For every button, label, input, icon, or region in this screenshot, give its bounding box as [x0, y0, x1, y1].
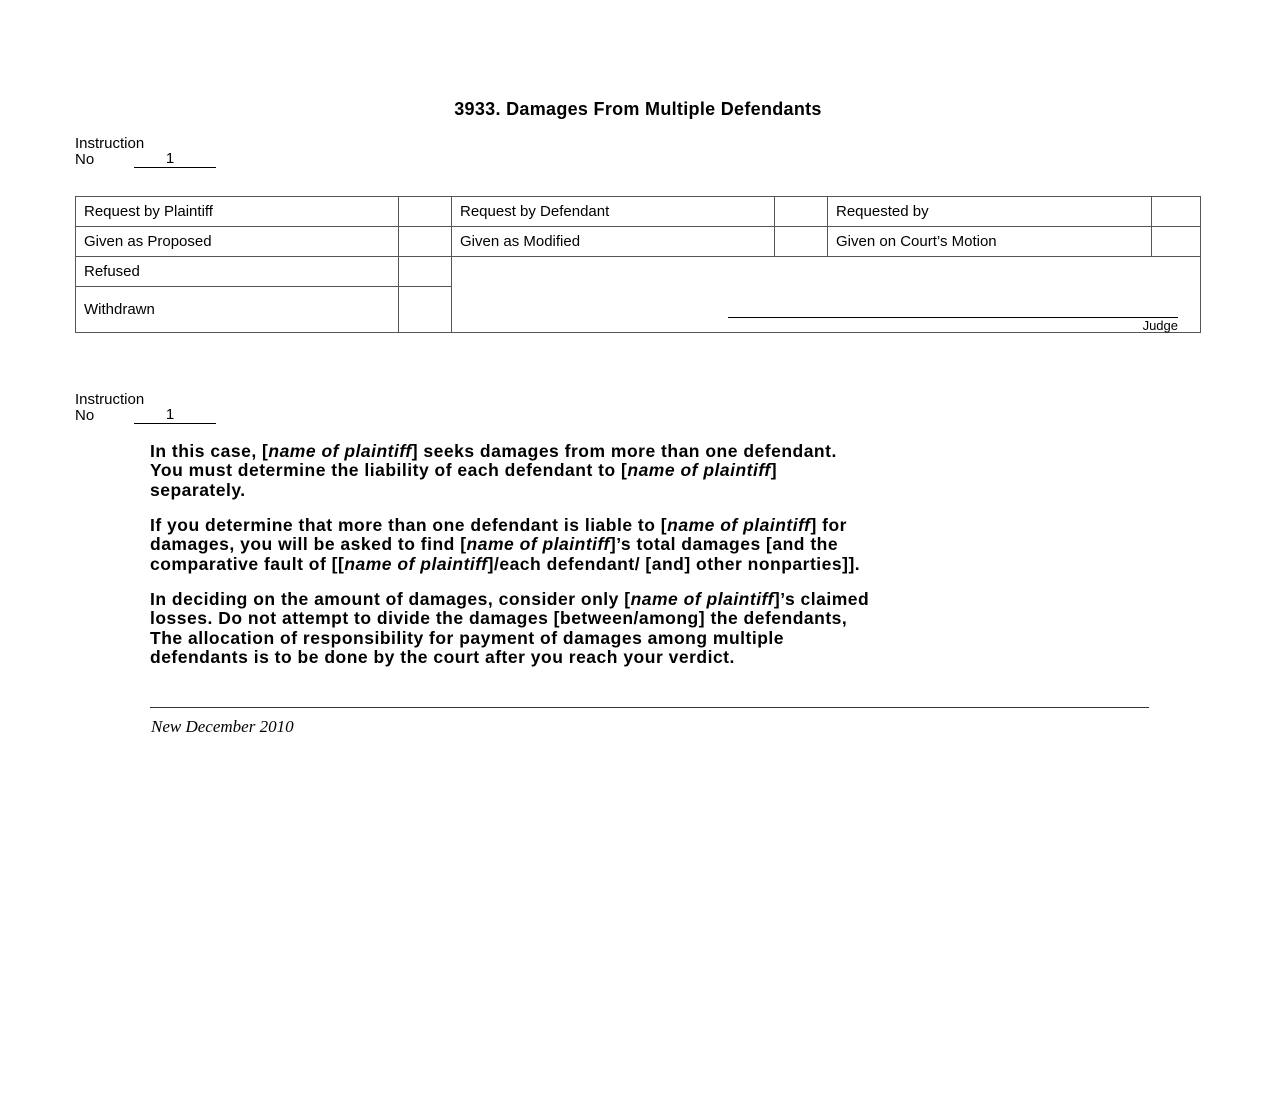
revision-note: New December 2010 — [151, 717, 294, 736]
instruction-no-label: No — [75, 151, 95, 168]
request-by-defendant-label: Request by Defendant — [452, 197, 775, 227]
footer-divider — [150, 707, 1149, 708]
request-by-defendant-checkbox[interactable] — [775, 197, 828, 227]
requested-by-checkbox[interactable] — [1152, 197, 1201, 227]
given-as-proposed-checkbox[interactable] — [399, 227, 452, 257]
judge-signature-line[interactable] — [728, 317, 1178, 318]
judge-label: Judge — [1142, 318, 1178, 333]
instruction-paragraph: If you determine that more than one defendant is liable to [name of plaintiff] for damages, you will be asked to find [name of plaintiff]’s total damages [and the comparative fault of [[name of plaintiff]/each defendant/ [and] other nonparties]]. — [150, 515, 861, 574]
instruction-label: Instruction — [75, 391, 145, 408]
refused-label: Refused — [76, 257, 399, 287]
withdrawn-label: Withdrawn — [76, 287, 399, 333]
instruction-status-table — [75, 196, 1201, 333]
instruction-label: Instruction — [75, 135, 145, 152]
page-title: 3933. Damages From Multiple Defendants — [454, 99, 822, 119]
instruction-paragraph: In this case, [name of plaintiff] seeks damages from more than one defendant. You must determine the liability of each defendant to [name of plaintiff] separately. — [150, 441, 837, 500]
given-as-modified-label: Given as Modified — [452, 227, 775, 257]
withdrawn-checkbox[interactable] — [399, 287, 452, 333]
instruction-no-field[interactable]: 1 — [134, 152, 216, 168]
instruction-number-block — [75, 392, 216, 424]
instruction-paragraph: In deciding on the amount of damages, consider only [name of plaintiff]’s claimed losses. Do not attempt to divide the damages [between/among] the defendants, The allocation of responsibility for payment of damages among multiple defendants is to be done by the court after you reach your verdict. — [150, 589, 870, 668]
given-on-courts-motion-checkbox[interactable] — [1152, 227, 1201, 257]
request-by-plaintiff-checkbox[interactable] — [399, 197, 452, 227]
instruction-no-label: No — [75, 407, 95, 424]
given-as-proposed-label: Given as Proposed — [76, 227, 399, 257]
instruction-number-block — [75, 136, 216, 168]
requested-by-label: Requested by — [828, 197, 1152, 227]
refused-checkbox[interactable] — [399, 257, 452, 287]
request-by-plaintiff-label: Request by Plaintiff — [76, 197, 399, 227]
judge-signature-area — [452, 257, 1201, 333]
given-as-modified-checkbox[interactable] — [775, 227, 828, 257]
instruction-no-field[interactable]: 1 — [134, 408, 216, 424]
given-on-courts-motion-label: Given on Court’s Motion — [828, 227, 1152, 257]
